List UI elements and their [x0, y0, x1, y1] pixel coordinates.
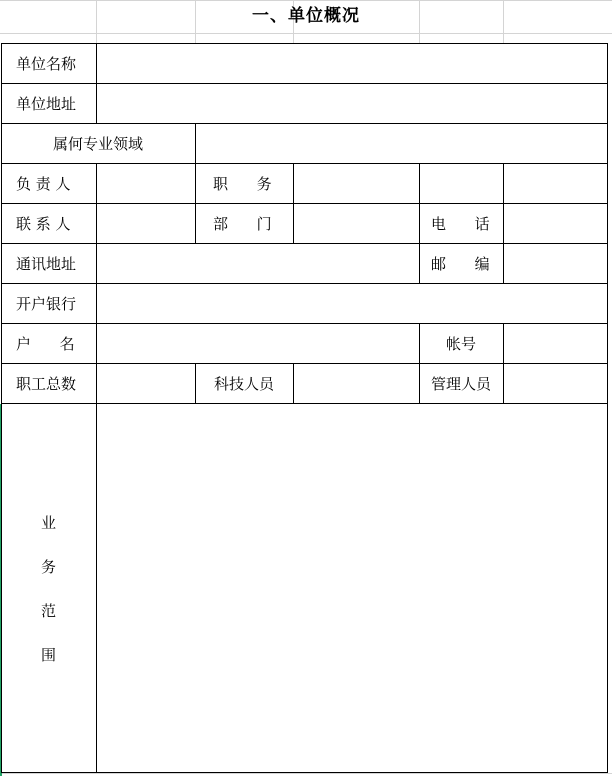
postcode-field[interactable]	[504, 244, 607, 283]
position-field[interactable]	[294, 164, 419, 203]
label-business-scope-char: 围	[40, 646, 56, 664]
label-account-name: 户 名	[16, 335, 75, 353]
label-contact: 联 系 人	[16, 215, 71, 233]
label-mail-address: 通讯地址	[16, 255, 77, 273]
phone-field[interactable]	[504, 204, 607, 243]
contact-field[interactable]	[97, 204, 195, 243]
professional-field-input[interactable]	[196, 124, 607, 163]
gridline	[0, 773, 612, 774]
border-line	[419, 163, 420, 203]
border-line	[419, 243, 420, 283]
label-mgmt-staff: 管理人员	[430, 375, 491, 393]
label-bank: 开户银行	[16, 295, 77, 313]
account-number-field[interactable]	[504, 324, 607, 363]
tech-staff-field[interactable]	[294, 364, 419, 403]
label-unit-name: 单位名称	[16, 55, 77, 73]
gridline	[0, 33, 612, 34]
mail-address-field[interactable]	[97, 244, 419, 283]
bank-field[interactable]	[97, 284, 607, 323]
label-business-scope-char: 务	[40, 558, 56, 576]
label-professional-field: 属何专业领域	[52, 135, 143, 153]
label-business-scope-char: 范	[40, 602, 56, 620]
unit-overview-form	[1, 43, 608, 773]
border-line	[1, 772, 608, 773]
border-line	[419, 203, 420, 243]
border-line	[607, 43, 608, 773]
label-tech-staff: 科技人员	[213, 375, 274, 393]
unit-address-field[interactable]	[97, 84, 607, 123]
mgmt-staff-field[interactable]	[504, 364, 607, 403]
label-department: 部 门	[213, 215, 272, 233]
label-account-number: 帐号	[445, 335, 476, 353]
label-staff-total: 职工总数	[16, 375, 77, 393]
label-position: 职 务	[213, 175, 272, 193]
label-unit-address: 单位地址	[16, 95, 77, 113]
unit-name-field[interactable]	[97, 44, 607, 83]
section-title: 一、单位概况	[252, 6, 360, 26]
label-phone: 电 话	[431, 215, 490, 233]
business-scope-field[interactable]	[97, 404, 607, 772]
staff-total-field[interactable]	[97, 364, 195, 403]
label-leader: 负 责 人	[16, 175, 71, 193]
account-name-field[interactable]	[97, 324, 419, 363]
label-postcode: 邮 编	[431, 255, 490, 273]
label-business-scope-char: 业	[40, 514, 56, 532]
department-field[interactable]	[294, 204, 419, 243]
leader-field[interactable]	[97, 164, 195, 203]
border-line	[503, 163, 504, 203]
border-line	[195, 163, 196, 243]
